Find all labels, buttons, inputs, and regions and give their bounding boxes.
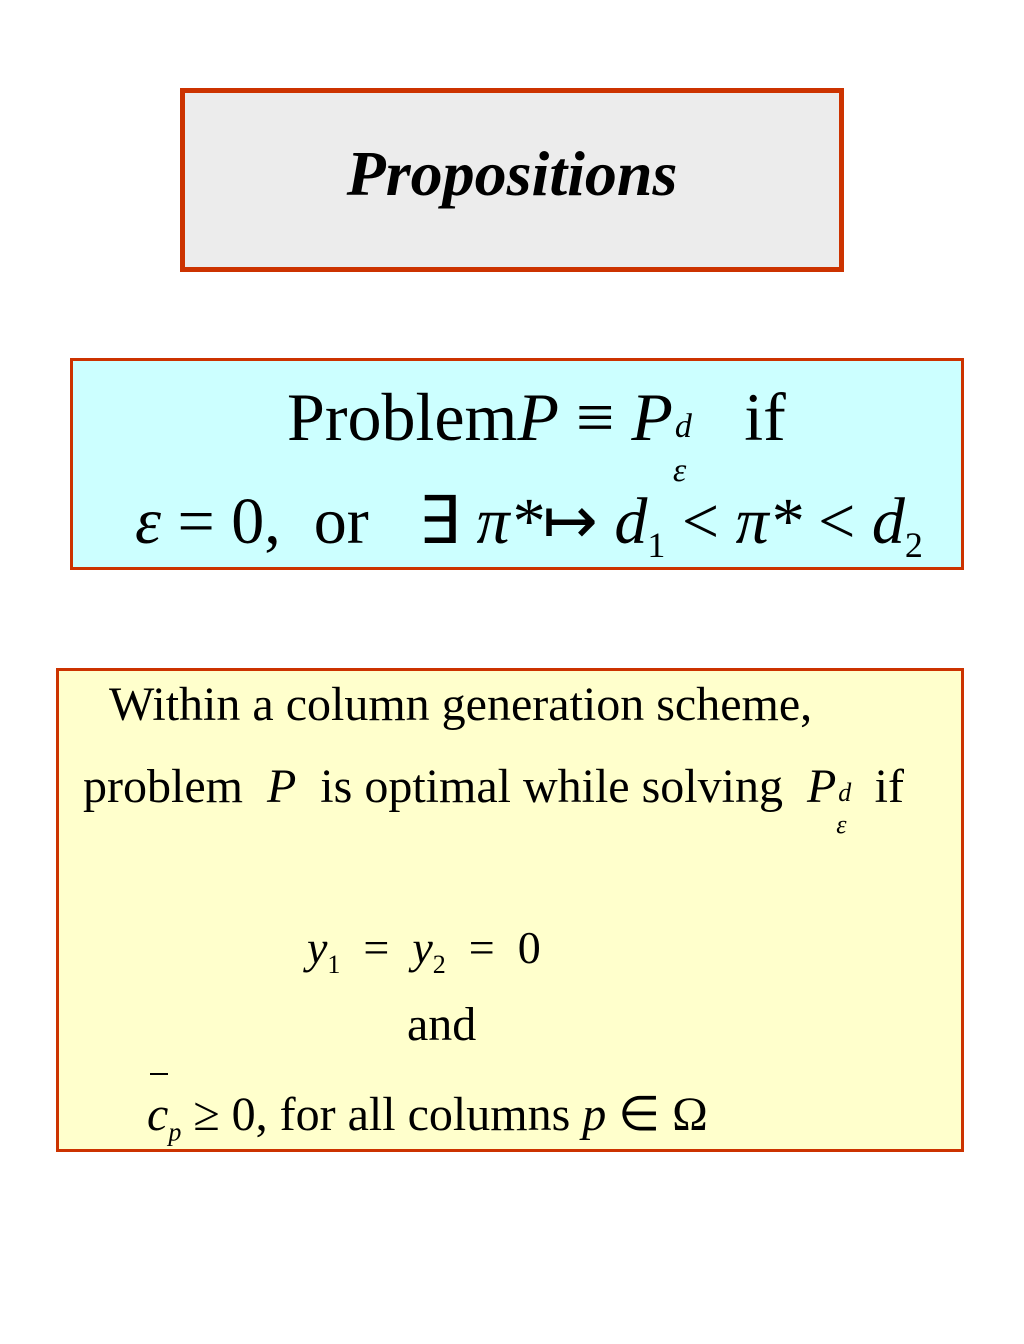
y1-subscript: 1 bbox=[327, 950, 341, 980]
problem-symbol: P bbox=[266, 760, 297, 813]
epsilon-symbol: ε bbox=[135, 485, 162, 558]
less-than-2: < bbox=[818, 485, 856, 558]
problem-symbol: P bbox=[517, 379, 559, 455]
superscript-d: d bbox=[838, 778, 852, 807]
pi-star-2: π* bbox=[735, 485, 802, 558]
problem-word: problem bbox=[83, 760, 243, 813]
d1-subscript: 1 bbox=[647, 525, 666, 566]
less-than-1: < bbox=[681, 485, 720, 558]
subscript-epsilon: ε bbox=[672, 452, 687, 489]
equals-2: = bbox=[468, 922, 495, 973]
title-box bbox=[180, 88, 844, 272]
equivalence-condition-box bbox=[70, 358, 964, 570]
or-word: or bbox=[313, 485, 369, 558]
and-word: and bbox=[407, 998, 477, 1051]
condition-statement bbox=[135, 485, 923, 566]
equals-1: = bbox=[363, 922, 390, 973]
optimal-text: is optimal while solving bbox=[320, 760, 783, 813]
if-word: if bbox=[744, 379, 786, 455]
exists-symbol: ∃ bbox=[418, 485, 460, 558]
p-symbol: p bbox=[582, 1088, 607, 1141]
equivalence-statement bbox=[287, 379, 786, 489]
zero-value: 0 bbox=[517, 922, 541, 973]
reduced-cost-symbol: c bbox=[147, 1088, 169, 1141]
equiv-symbol: ≡ bbox=[575, 379, 615, 455]
omega-symbol: Ω bbox=[672, 1088, 708, 1141]
geq-zero: ≥ 0, bbox=[193, 1088, 268, 1141]
slide-title: Propositions bbox=[346, 138, 678, 209]
optimality-statement-box bbox=[56, 668, 964, 1152]
if-word: if bbox=[874, 760, 904, 813]
element-of-symbol: ∈ bbox=[618, 1088, 661, 1141]
y2-subscript: 2 bbox=[432, 950, 446, 980]
problem-word: Problem bbox=[287, 379, 518, 455]
equals-zero: = 0, bbox=[177, 485, 281, 558]
dual-problem-symbol: P bbox=[631, 379, 673, 455]
d2-subscript: 2 bbox=[904, 525, 923, 566]
subscript-epsilon: ε bbox=[836, 810, 847, 839]
d1-symbol: d bbox=[614, 485, 648, 558]
reduced-cost-subscript: p bbox=[168, 1117, 182, 1147]
dual-problem-symbol: P bbox=[806, 760, 837, 813]
d2-symbol: d bbox=[871, 485, 905, 558]
statement-line-2 bbox=[83, 760, 904, 839]
statement-line-1: Within a column generation scheme, bbox=[109, 678, 813, 731]
slack-equation bbox=[307, 922, 541, 980]
y1-symbol: y bbox=[307, 922, 328, 973]
pi-star: π* bbox=[476, 485, 543, 558]
superscript-d: d bbox=[674, 408, 692, 445]
reduced-cost-condition bbox=[147, 1088, 708, 1147]
for-all-columns: for all columns bbox=[279, 1088, 571, 1141]
y2-symbol: y bbox=[412, 922, 433, 973]
mapsto-symbol: ↦ bbox=[542, 485, 598, 558]
